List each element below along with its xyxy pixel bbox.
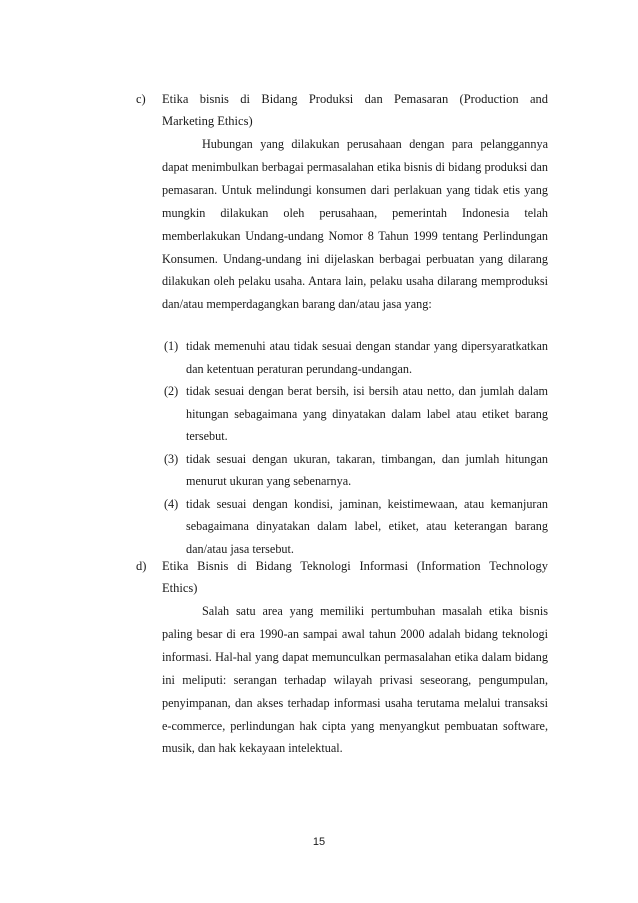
list-item: [162, 448, 548, 493]
list-item-number: (4): [164, 496, 179, 511]
list-item-text: tidak memenuhi atau tidak sesuai dengan standar yang dipersyaratkatkan dan ketentuan peraturan perundang-undangan.: [186, 339, 548, 376]
list-item-text: tidak sesuai dengan berat bersih, isi bersih atau netto, dan jumlah dalam hitungan sebagaimana yang dinyatakan dalam label atau etiket barang tersebut.: [186, 384, 548, 443]
section-d-heading-line2: Ethics): [162, 581, 198, 595]
list-item-number: (1): [164, 339, 179, 353]
section-d-paragraph: Salah satu area yang memiliki pertumbuhan masalah etika bisnis paling besar di era 1990-an sampai awal tahun 2000 adalah bidang teknologi informasi. Hal-hal yang dapat memunculkan permasalahan etika dalam bidang ini meliputi: serangan terhadap wilayah privasi seseorang, pengumpulan, penyimpanan, dan akses terhadap informasi usaha terutama melalui transaksi e-commerce, perlindungan hak cipta yang menyangkut pembuatan software, musik, dan hak kekayaan intelektual.: [162, 604, 548, 756]
list-item-number: (3): [164, 451, 179, 466]
list-item: [162, 493, 548, 561]
list-item-number: (2): [164, 384, 179, 398]
page-number: 15: [312, 836, 326, 848]
list-item-text: tidak sesuai dengan kondisi, jaminan, keistimewaan, atau kemanjuran sebagaimana dinyatakan dalam label, etiket, atau keterangan barang dan/atau jasa tersebut.: [186, 496, 548, 556]
section-c-marker: c): [136, 92, 146, 106]
section-c-heading-line2: Marketing Ethics): [162, 114, 253, 128]
section-d-marker: d): [136, 559, 147, 573]
list-item-text: tidak sesuai dengan ukuran, takaran, timbangan, dan jumlah hitungan menurut ukuran yang sebenarnya.: [186, 451, 548, 488]
section-c-paragraph: Hubungan yang dilakukan perusahaan dengan para pelanggannya dapat menimbulkan berbagai permasalahan etika bisnis di bidang produksi dan pemasaran. Untuk melindungi konsumen dari perlakuan yang tidak etis yang mungkin dilakukan oleh perusahaan, pemerintah Indonesia telah memberlakukan Undang-undang Nomor 8 Tahun 1999 tentang Perlindungan Konsumen. Undang-undang ini dijelaskan berbagai perbuatan yang dilarang dilakukan oleh pelaku usaha. Antara lain, pelaku usaha dilarang memproduksi dan/atau memperdagangkan barang dan/atau jasa yang:: [162, 137, 548, 312]
section-c-list: [162, 335, 548, 560]
section-d-heading: [162, 555, 548, 599]
section-c-heading-line1: Etika bisnis di Bidang Produksi dan Pemasaran (Production and: [162, 92, 548, 106]
section-c-heading: [162, 88, 548, 132]
section-d-heading-line1: Etika Bisnis di Bidang Teknologi Informasi (Information Technology: [162, 559, 548, 573]
list-item: [162, 335, 548, 380]
list-item: [162, 380, 548, 448]
